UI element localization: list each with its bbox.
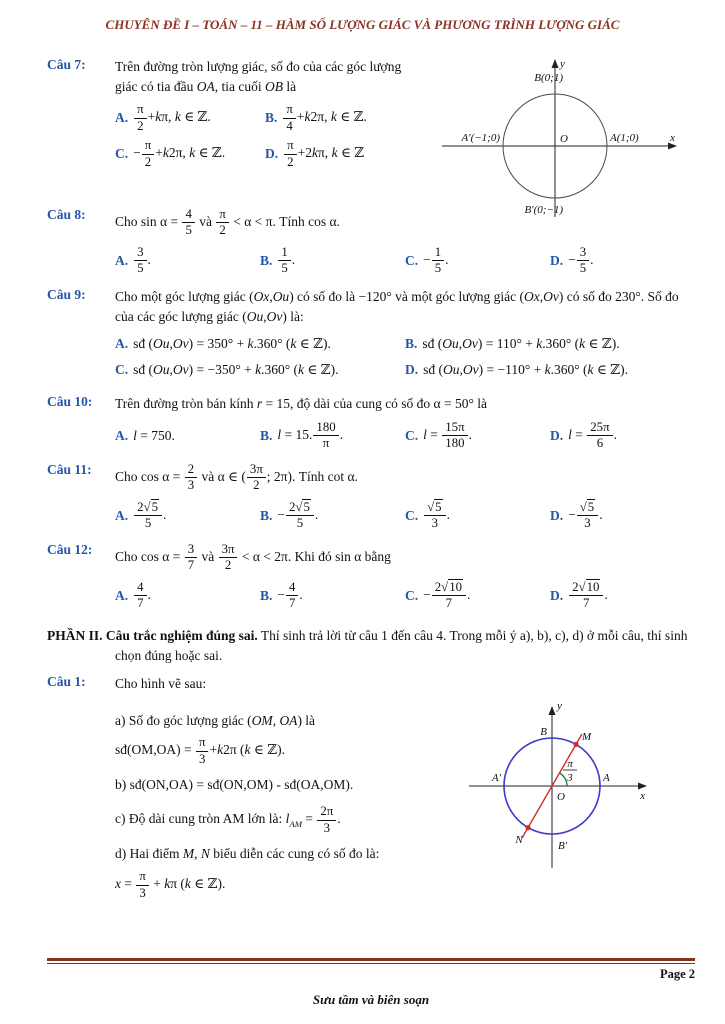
label-a-left: A′ (491, 772, 501, 784)
page-content (0, 33, 725, 909)
option-label: A. (115, 507, 129, 523)
question-7-text: Trên đường tròn lượng giác, số đo của các góc lượng giác có tia đầu OA, tia cuối OB là (115, 59, 402, 94)
option-value: − $\frac{1}{5}$ . (423, 244, 449, 276)
question-9-option-c (115, 358, 405, 382)
label-a-right: A (603, 772, 610, 784)
question-7-label: Câu 7: (47, 57, 86, 72)
option-value: $\frac{2√5}{5}$ . (133, 500, 166, 532)
x-axis-arrow (638, 783, 647, 790)
point-m-dot (573, 742, 578, 747)
question-12-text: Cho cos α = $\frac{3}{7}$ và $\frac{3\pi}{2}$ < α < 2π. Khi đó sin α bằng (115, 541, 391, 573)
option-value: − $\frac{2√5}{5}$ . (277, 499, 319, 531)
option-label: B. (405, 336, 418, 352)
option-label: C. (115, 362, 129, 378)
question-8-text: Cho sin α = $\frac{4}{5}$ và $\frac{\pi}{2}$ < α < π. Tính cos α. (115, 207, 340, 238)
option-label: A. (115, 110, 129, 126)
question-9 (47, 287, 695, 384)
option-value: $\frac{3}{5}$ . (133, 245, 151, 277)
page-number: Page 2 (659, 967, 695, 981)
option-label: D. (550, 507, 564, 523)
option-value: $\frac{2√10}{7}$ . (568, 580, 608, 612)
question-12-option-a (115, 580, 260, 612)
option-value: − $\frac{\pi}{2}$ +k2π, k ∈ ℤ. (133, 138, 226, 169)
label-a-right: A(1;0) (610, 132, 639, 144)
option-value: l = $\frac{25\pi}{6}$ . (568, 419, 617, 451)
question-10-option-c (405, 420, 550, 452)
label-origin: O (557, 791, 565, 803)
option-label: C. (405, 507, 419, 523)
angle-arc (560, 773, 568, 786)
label-b-top: B(0;1) (534, 72, 563, 84)
question-12-option-d (550, 580, 695, 612)
question-8-option-d (550, 245, 695, 277)
question-8-option-c (405, 245, 550, 277)
y-axis-arrow (549, 706, 556, 715)
question-7-option-d (265, 138, 415, 170)
page-title: CHUYÊN ĐỀ I – TOÁN – 11 – HÀM SỐ LƯỢNG GIÁC VÀ PHƯƠNG TRÌNH LƯỢNG GIÁC (105, 17, 620, 32)
part2-heading-bold: PHẦN II. Câu trắc nghiệm đúng sai. (47, 627, 258, 643)
point-n-dot (525, 825, 530, 830)
question-12-option-b (260, 580, 405, 612)
statement-d: d) Hai điểm M, N biểu diễn các cung có số đo là: (115, 846, 380, 862)
option-label: D. (265, 146, 279, 162)
part2-question-1-label: Câu 1: (47, 674, 86, 689)
option-value: $\frac{\pi}{2}$ +kπ, k ∈ ℤ. (133, 102, 211, 134)
option-label: B. (260, 252, 273, 268)
question-9-option-b (405, 332, 695, 356)
option-value: sđ (Ou,Ov) = −110° + k.360° (k ∈ ℤ). (423, 362, 628, 378)
label-a-left: A′(−1;0) (461, 132, 500, 144)
statement-d-formula: x = $\frac{\pi}{3}$ + kπ (k ∈ ℤ). (115, 869, 226, 900)
label-y: y (557, 700, 562, 712)
label-x: x (670, 132, 675, 144)
label-n: N (515, 834, 523, 846)
question-12-options (115, 580, 695, 612)
question-8-label: Câu 8: (47, 207, 86, 222)
question-11-label: Câu 11: (47, 461, 92, 477)
option-label: C. (405, 587, 419, 603)
question-9-options (115, 332, 695, 384)
question-10 (47, 394, 695, 452)
option-value: $\frac{1}{5}$ . (277, 245, 295, 277)
statement-c: c) Độ dài cung tròn AM lớn là: $l_{AM}$ = $\frac{2\pi}{3}$ . (115, 804, 341, 835)
option-value: sđ (Ou,Ov) = −350° + k.360° (k ∈ ℤ). (133, 362, 339, 378)
question-9-option-d (405, 358, 695, 382)
statement-b: b) sđ(ON,OA) = sđ(ON,OM) - sđ(OA,OM). (115, 777, 354, 793)
part2-heading (47, 626, 695, 667)
option-value: $\frac{\pi}{4}$ +k2π, k ∈ ℤ. (282, 102, 366, 134)
label-m: M (582, 731, 592, 743)
question-8-option-a (115, 245, 260, 277)
question-11-option-a (115, 500, 260, 532)
option-value: $\frac{√5}{3}$ . (423, 500, 450, 532)
question-10-options (115, 420, 695, 452)
option-label: A. (115, 587, 129, 603)
option-label: C. (405, 252, 419, 268)
question-12-option-c (405, 580, 550, 612)
question-11-option-c (405, 500, 550, 532)
question-10-option-a (115, 420, 260, 452)
angle-fraction-denominator: 3 (567, 772, 573, 784)
option-value: l = 15. $\frac{180}{\pi}$ . (277, 419, 343, 451)
label-y: y (560, 58, 565, 70)
option-value: − $\frac{√5}{3}$ . (568, 499, 603, 531)
option-value: $\frac{\pi}{2}$ +2kπ, k ∈ ℤ (283, 138, 364, 170)
angle-fraction-numerator: π (567, 758, 573, 770)
question-12-label: Câu 12: (47, 541, 93, 557)
question-11-text: Cho cos α = $\frac{2}{3}$ và α ∈ ( $\frac{3\pi}{2}$ ; 2π). Tính cot α. (115, 461, 358, 493)
question-10-option-d (550, 420, 695, 452)
option-label: A. (115, 336, 129, 352)
question-10-option-b (260, 420, 405, 452)
question-7-options (115, 102, 415, 174)
footer (47, 958, 695, 1008)
option-label: D. (550, 252, 564, 268)
part2-question-1-body (115, 674, 695, 909)
statement-a: a) Số đo góc lượng giác (OM, OA) là (115, 712, 316, 728)
question-8-options (115, 245, 695, 277)
option-label: B. (260, 507, 273, 523)
angle-circle-diagram (457, 696, 657, 876)
option-value: − $\frac{4}{7}$ . (277, 579, 303, 610)
question-12 (47, 542, 695, 612)
label-x: x (640, 790, 645, 802)
unit-circle-diagram (430, 51, 680, 221)
question-11 (47, 462, 695, 532)
option-label: A. (115, 427, 129, 443)
option-label: A. (115, 252, 129, 268)
option-label: D. (550, 427, 564, 443)
footer-rule (47, 958, 695, 964)
label-b-bottom: B′(0;−1) (524, 204, 563, 216)
option-value: − $\frac{2√10}{7}$ . (423, 579, 471, 610)
option-value: sđ (Ou,Ov) = 110° + k.360° (k ∈ ℤ). (422, 336, 620, 352)
part2-question-1-intro: Cho hình vẽ sau: (115, 676, 207, 691)
question-7-body (115, 57, 695, 216)
question-9-option-a (115, 332, 405, 356)
question-7-option-c (115, 138, 265, 170)
option-label: C. (115, 146, 129, 162)
option-label: D. (405, 362, 419, 378)
part2-heading-rest: Thí sinh trả lời từ câu 1 đến câu 4. Trong mỗi ý a), b), c), d) ở mỗi câu, thí sinh chọn đúng hoặc sai. (115, 627, 688, 663)
question-7-option-b (265, 102, 415, 134)
label-origin: O (560, 133, 568, 145)
question-9-text: Cho một góc lượng giác (Ox,Ou) có số đo là −120° và một góc lượng giác (Ox,Ov) có số đo 230°. Số đo của các góc lượng giác (Ou,Ov) là: (115, 288, 679, 324)
option-label: C. (405, 427, 419, 443)
question-8-option-b (260, 245, 405, 277)
option-label: B. (260, 587, 273, 603)
option-value: sđ (Ou,Ov) = 350° + k.360° (k ∈ ℤ). (133, 336, 331, 352)
option-value: − $\frac{3}{5}$ . (568, 244, 594, 276)
option-value: l = 750. (133, 427, 175, 443)
option-value: $\frac{4}{7}$ . (133, 580, 151, 612)
question-11-option-d (550, 500, 695, 532)
option-label: D. (550, 587, 564, 603)
footer-note: Sưu tầm và biên soạn (312, 992, 430, 1007)
option-label: B. (260, 427, 273, 443)
part2-question-1 (47, 674, 695, 909)
question-10-label: Câu 10: (47, 394, 93, 410)
label-b-top: B (540, 726, 547, 738)
question-7-option-a (115, 102, 265, 134)
option-label: B. (265, 110, 278, 126)
question-9-label: Câu 9: (47, 286, 86, 302)
question-11-option-b (260, 500, 405, 532)
question-10-text: Trên đường tròn bán kính r = 15, độ dài của cung có số đo α = 50° là (115, 396, 488, 412)
option-value: l = $\frac{15\pi}{180}$ . (423, 419, 472, 451)
y-axis-arrow (552, 59, 559, 68)
statement-a-formula: sđ(OM,OA) = $\frac{\pi}{3}$ +k2π (k ∈ ℤ). (115, 735, 286, 766)
label-b-bottom: B′ (558, 840, 568, 852)
question-11-options (115, 500, 695, 532)
